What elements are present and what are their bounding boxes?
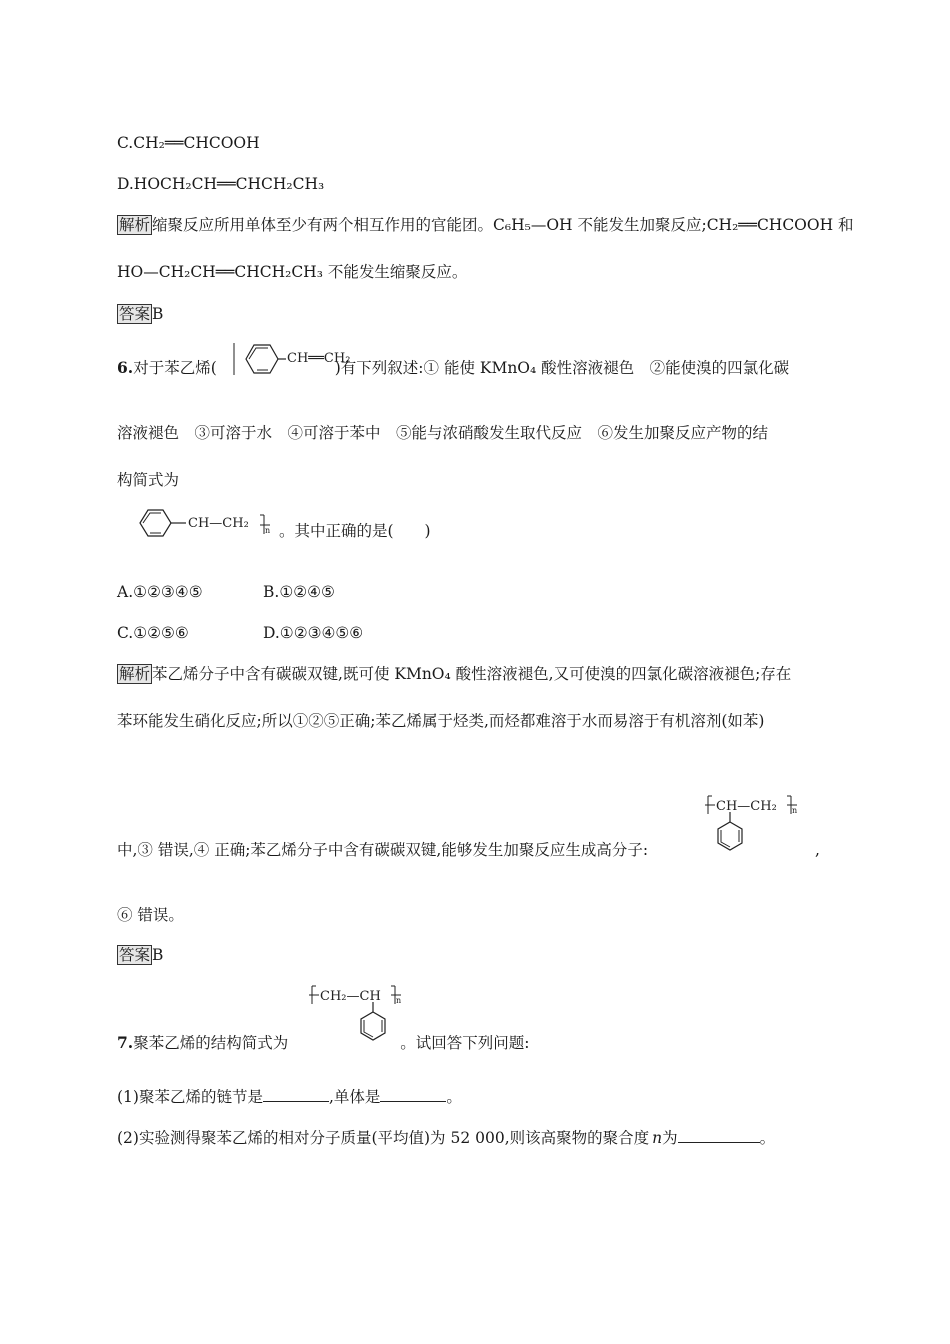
q7-sub1-blank2[interactable]: [380, 1087, 446, 1102]
analysis-tag: 解析: [119, 665, 151, 683]
q7-stem: [117, 1033, 529, 1053]
q6-stem-suffix: )有下列叙述:① 能使 KMnO₄ 酸性溶液褪色 ②能使溴的四氯化碳: [334, 359, 790, 377]
q7-sub1: [117, 1087, 462, 1107]
q6-analysis-line4: ⑥ 错误。: [117, 906, 184, 924]
q6-analysis-line3-end: ,: [815, 841, 820, 859]
q7-number: 7.: [117, 1033, 134, 1052]
q7-sub1-mid: ,单体是: [328, 1088, 381, 1106]
q5-analysis-line1: [117, 215, 854, 235]
analysis-tag: 解析: [119, 216, 151, 234]
q6-analysis-line1: [117, 664, 791, 684]
q7-stem-suffix: 。试回答下列问题:: [400, 1034, 530, 1052]
polystyrene-structure-analysis: [705, 790, 810, 858]
polystyrene-analysis-label: CH—CH₂: [716, 799, 777, 814]
polystyrene-q7-label: CH₂—CH: [320, 989, 381, 1004]
q7-sub1-prefix: (1)聚苯乙烯的链节是: [117, 1088, 263, 1106]
q5-analysis-line2: HO—CH₂CH══CHCH₂CH₃ 不能发生缩聚反应。: [117, 263, 468, 281]
q6-stem-line4: 。其中正确的是( ): [279, 522, 431, 540]
q6-number: 6.: [117, 358, 134, 377]
q6-option-a: A.①②③④⑤: [117, 583, 203, 601]
q7-sub2-end: 。: [759, 1129, 776, 1147]
polystyrene-q7-n: n: [396, 996, 402, 1005]
q6-answer-value: B: [152, 946, 164, 964]
q5-answer: [117, 304, 163, 324]
wrong-polymer-structure: [138, 506, 278, 542]
q6-analysis-line3: 中,③ 错误,④ 正确;苯乙烯分子中含有碳碳双键,能够发生加聚反应生成高分子:: [117, 841, 649, 859]
q7-sub2-n: n: [652, 1129, 663, 1147]
q5-answer-value: B: [152, 305, 164, 323]
answer-tag: 答案: [119, 946, 151, 964]
q6-option-d: D.①②③④⑤⑥: [263, 624, 364, 642]
q7-sub2: [117, 1128, 775, 1148]
q6-stem-prefix: 对于苯乙烯(: [133, 359, 217, 377]
q6-answer: [117, 945, 163, 965]
q6-option-b: B.①②④⑤: [263, 583, 335, 601]
q5-option-d: D.HOCH₂CH══CHCH₂CH₃: [117, 175, 325, 193]
q7-sub2-prefix: (2)实验测得聚苯乙烯的相对分子质量(平均值)为 52 000,则该高聚物的聚合度: [117, 1129, 650, 1147]
polystyrene-analysis-n: n: [792, 806, 798, 815]
q7-sub2-blank[interactable]: [678, 1128, 760, 1143]
q7-sub2-mid: 为: [662, 1129, 678, 1147]
q5-option-c: C.CH₂══CHCOOH: [117, 134, 260, 152]
q6-stem-line1: [117, 358, 789, 378]
styrene-label: CH══CH₂: [287, 351, 351, 366]
q6-stem-line3: 构简式为: [117, 471, 180, 489]
q6-analysis-text1: 苯乙烯分子中含有碳碳双键,既可使 KMnO₄ 酸性溶液褪色,又可使溴的四氯化碳溶液褪色;存在: [152, 665, 792, 683]
q6-analysis-line2: 苯环能发生硝化反应;所以①②⑤正确;苯乙烯属于烃类,而烃都难溶于水而易溶于有机溶剂(如苯): [117, 712, 765, 730]
q5-analysis-text1: 缩聚反应所用单体至少有两个相互作用的官能团。C₆H₅—OH 不能发生加聚反应;CH₂══CHCOOH 和: [152, 216, 854, 234]
q7-sub1-end: 。: [446, 1088, 462, 1106]
answer-tag: 答案: [119, 305, 151, 323]
q6-option-c: C.①②⑤⑥: [117, 624, 189, 642]
q6-stem-line2: 溶液褪色 ③可溶于水 ④可溶于苯中 ⑤能与浓硝酸发生取代反应 ⑥发生加聚反应产物的结: [117, 424, 769, 442]
styrene-structure: [232, 339, 357, 379]
q7-stem-prefix: 聚苯乙烯的结构简式为: [133, 1034, 289, 1052]
wrong-polymer-n: n: [265, 526, 271, 535]
q7-sub1-blank1[interactable]: [263, 1087, 329, 1102]
wrong-polymer-label: CH—CH₂: [188, 516, 249, 531]
